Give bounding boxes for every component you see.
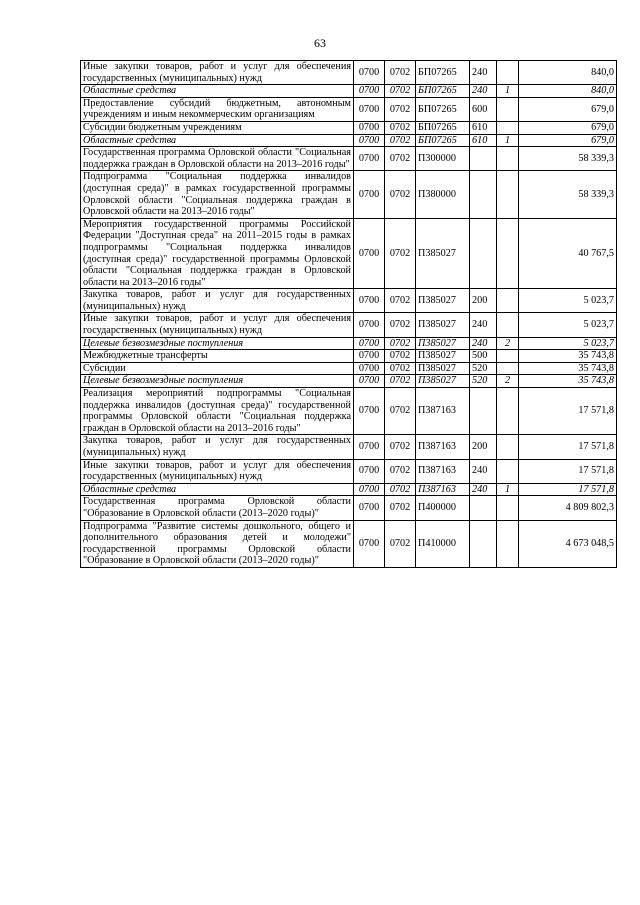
- item-name: Закупка товаров, работ и услуг для государственных (муниципальных) нужд: [81, 289, 354, 313]
- item-name: Областные средства: [81, 85, 354, 98]
- expense-type-code: 240: [470, 459, 497, 483]
- section-code: 0700: [354, 337, 385, 350]
- subsection-code: 0702: [385, 435, 416, 459]
- table-row: [81, 61, 617, 85]
- expense-type-code: 600: [470, 97, 497, 121]
- item-name: Целевые безвозмездные поступления: [81, 375, 354, 388]
- subsection-code: 0702: [385, 121, 416, 134]
- expense-type-code: 610: [470, 134, 497, 147]
- table-row: [81, 289, 617, 313]
- table-row: [81, 121, 617, 134]
- target-article-code: БП07265: [416, 85, 470, 98]
- item-name: Реализация мероприятий подпрограммы "Социальная поддержка инвалидов (доступная среда)" государственной программы Орловской области "Социальная поддержка граждан в Орловской области на 2013–2016 годы": [81, 388, 354, 435]
- expense-type-code: 200: [470, 289, 497, 313]
- amount: 679,0: [519, 97, 617, 121]
- funding-source-code: 1: [497, 85, 519, 98]
- subsection-code: 0702: [385, 483, 416, 496]
- expense-type-code: [470, 520, 497, 567]
- item-name: Областные средства: [81, 134, 354, 147]
- table-row: [81, 85, 617, 98]
- section-code: 0700: [354, 388, 385, 435]
- section-code: 0700: [354, 459, 385, 483]
- expense-type-code: [470, 218, 497, 289]
- section-code: 0700: [354, 375, 385, 388]
- table-row: [81, 459, 617, 483]
- item-name: Государственная программа Орловской области "Образование в Орловской области (2013–2020 годы)": [81, 496, 354, 520]
- item-name: Подпрограмма "Развитие системы дошкольного, общего и дополнительного образования детей и молодежи" государственной программы Орловской области "Образование в Орловской области (2013–2020 годы)": [81, 520, 354, 567]
- table-row: [81, 313, 617, 337]
- item-name: Иные закупки товаров, работ и услуг для обеспечения государственных (муниципальных) нужд: [81, 459, 354, 483]
- table-row: [81, 97, 617, 121]
- table-row: [81, 496, 617, 520]
- section-code: 0700: [354, 121, 385, 134]
- section-code: 0700: [354, 496, 385, 520]
- target-article-code: П385027: [416, 375, 470, 388]
- section-code: 0700: [354, 218, 385, 289]
- expense-type-code: [470, 388, 497, 435]
- expense-type-code: 240: [470, 313, 497, 337]
- funding-source-code: [497, 121, 519, 134]
- expense-type-code: 520: [470, 375, 497, 388]
- subsection-code: 0702: [385, 337, 416, 350]
- subsection-code: 0702: [385, 350, 416, 363]
- section-code: 0700: [354, 350, 385, 363]
- target-article-code: П385027: [416, 289, 470, 313]
- target-article-code: П387163: [416, 459, 470, 483]
- amount: 17 571,8: [519, 435, 617, 459]
- table-row: [81, 388, 617, 435]
- section-code: 0700: [354, 171, 385, 218]
- expense-type-code: 240: [470, 85, 497, 98]
- amount: 840,0: [519, 85, 617, 98]
- amount: 17 571,8: [519, 483, 617, 496]
- amount: 5 023,7: [519, 337, 617, 350]
- subsection-code: 0702: [385, 61, 416, 85]
- section-code: 0700: [354, 435, 385, 459]
- item-name: Государственная программа Орловской области "Социальная поддержка граждан в Орловской области на 2013–2016 годы": [81, 147, 354, 171]
- table-row: [81, 520, 617, 567]
- funding-source-code: [497, 97, 519, 121]
- target-article-code: БП07265: [416, 97, 470, 121]
- expense-type-code: 240: [470, 61, 497, 85]
- budget-table-body: [81, 61, 617, 568]
- item-name: Субсидии бюджетным учреждениям: [81, 121, 354, 134]
- expense-type-code: [470, 171, 497, 218]
- target-article-code: П410000: [416, 520, 470, 567]
- subsection-code: 0702: [385, 362, 416, 375]
- expense-type-code: 200: [470, 435, 497, 459]
- target-article-code: П385027: [416, 313, 470, 337]
- table-row: [81, 337, 617, 350]
- target-article-code: П400000: [416, 496, 470, 520]
- item-name: Закупка товаров, работ и услуг для государственных (муниципальных) нужд: [81, 435, 354, 459]
- funding-source-code: [497, 435, 519, 459]
- target-article-code: БП07265: [416, 61, 470, 85]
- target-article-code: П385027: [416, 337, 470, 350]
- target-article-code: П385027: [416, 350, 470, 363]
- amount: 5 023,7: [519, 313, 617, 337]
- funding-source-code: [497, 350, 519, 363]
- section-code: 0700: [354, 362, 385, 375]
- funding-source-code: [497, 289, 519, 313]
- funding-source-code: 2: [497, 375, 519, 388]
- amount: 40 767,5: [519, 218, 617, 289]
- target-article-code: П387163: [416, 435, 470, 459]
- funding-source-code: 2: [497, 337, 519, 350]
- table-row: [81, 435, 617, 459]
- section-code: 0700: [354, 61, 385, 85]
- amount: 35 743,8: [519, 362, 617, 375]
- funding-source-code: [497, 313, 519, 337]
- amount: 35 743,8: [519, 350, 617, 363]
- target-article-code: П300000: [416, 147, 470, 171]
- subsection-code: 0702: [385, 313, 416, 337]
- amount: 17 571,8: [519, 388, 617, 435]
- subsection-code: 0702: [385, 496, 416, 520]
- subsection-code: 0702: [385, 375, 416, 388]
- funding-source-code: [497, 171, 519, 218]
- target-article-code: П380000: [416, 171, 470, 218]
- table-row: [81, 218, 617, 289]
- item-name: Целевые безвозмездные поступления: [81, 337, 354, 350]
- section-code: 0700: [354, 289, 385, 313]
- section-code: 0700: [354, 85, 385, 98]
- amount: 17 571,8: [519, 459, 617, 483]
- amount: 840,0: [519, 61, 617, 85]
- item-name: Мероприятия государственной программы Российской Федерации "Доступная среда" на 2011–2015 годы в рамках подпрограммы "Социальная поддержка инвалидов (доступная среда)" государственной программы Орловской области "Социальная поддержка граждан в Орловской области на 2013–2016 годы": [81, 218, 354, 289]
- target-article-code: П387163: [416, 388, 470, 435]
- section-code: 0700: [354, 147, 385, 171]
- expense-type-code: 520: [470, 362, 497, 375]
- subsection-code: 0702: [385, 218, 416, 289]
- target-article-code: П385027: [416, 218, 470, 289]
- amount: 4 673 048,5: [519, 520, 617, 567]
- budget-table: [80, 60, 617, 568]
- target-article-code: БП07265: [416, 121, 470, 134]
- target-article-code: П387163: [416, 483, 470, 496]
- item-name: Иные закупки товаров, работ и услуг для обеспечения государственных (муниципальных) нужд: [81, 313, 354, 337]
- subsection-code: 0702: [385, 520, 416, 567]
- amount: 4 809 802,3: [519, 496, 617, 520]
- subsection-code: 0702: [385, 85, 416, 98]
- section-code: 0700: [354, 483, 385, 496]
- expense-type-code: [470, 496, 497, 520]
- funding-source-code: [497, 147, 519, 171]
- funding-source-code: 1: [497, 483, 519, 496]
- item-name: Межбюджетные трансферты: [81, 350, 354, 363]
- subsection-code: 0702: [385, 134, 416, 147]
- amount: 58 339,3: [519, 171, 617, 218]
- target-article-code: БП07265: [416, 134, 470, 147]
- subsection-code: 0702: [385, 147, 416, 171]
- item-name: Субсидии: [81, 362, 354, 375]
- funding-source-code: [497, 362, 519, 375]
- item-name: Подпрограмма "Социальная поддержка инвалидов (доступная среда)" в рамках государственной программы Орловской области "Социальная поддержка граждан в Орловской области на 2013–2016 годы": [81, 171, 354, 218]
- subsection-code: 0702: [385, 97, 416, 121]
- section-code: 0700: [354, 520, 385, 567]
- table-row: [81, 375, 617, 388]
- funding-source-code: [497, 459, 519, 483]
- funding-source-code: [497, 496, 519, 520]
- section-code: 0700: [354, 97, 385, 121]
- page-number: 63: [314, 36, 326, 50]
- section-code: 0700: [354, 313, 385, 337]
- expense-type-code: 240: [470, 337, 497, 350]
- table-row: [81, 171, 617, 218]
- subsection-code: 0702: [385, 289, 416, 313]
- amount: 35 743,8: [519, 375, 617, 388]
- subsection-code: 0702: [385, 388, 416, 435]
- funding-source-code: [497, 520, 519, 567]
- table-row: [81, 483, 617, 496]
- subsection-code: 0702: [385, 459, 416, 483]
- subsection-code: 0702: [385, 171, 416, 218]
- table-row: [81, 350, 617, 363]
- table-row: [81, 134, 617, 147]
- expense-type-code: [470, 147, 497, 171]
- amount: 5 023,7: [519, 289, 617, 313]
- item-name: Областные средства: [81, 483, 354, 496]
- item-name: Предоставление субсидий бюджетным, автономным учреждениям и иным некоммерческим организациям: [81, 97, 354, 121]
- amount: 679,0: [519, 121, 617, 134]
- section-code: 0700: [354, 134, 385, 147]
- expense-type-code: 240: [470, 483, 497, 496]
- target-article-code: П385027: [416, 362, 470, 375]
- expense-type-code: 500: [470, 350, 497, 363]
- funding-source-code: [497, 218, 519, 289]
- amount: 58 339,3: [519, 147, 617, 171]
- amount: 679,0: [519, 134, 617, 147]
- expense-type-code: 610: [470, 121, 497, 134]
- funding-source-code: [497, 61, 519, 85]
- table-row: [81, 362, 617, 375]
- item-name: Иные закупки товаров, работ и услуг для обеспечения государственных (муниципальных) нужд: [81, 61, 354, 85]
- funding-source-code: 1: [497, 134, 519, 147]
- funding-source-code: [497, 388, 519, 435]
- table-row: [81, 147, 617, 171]
